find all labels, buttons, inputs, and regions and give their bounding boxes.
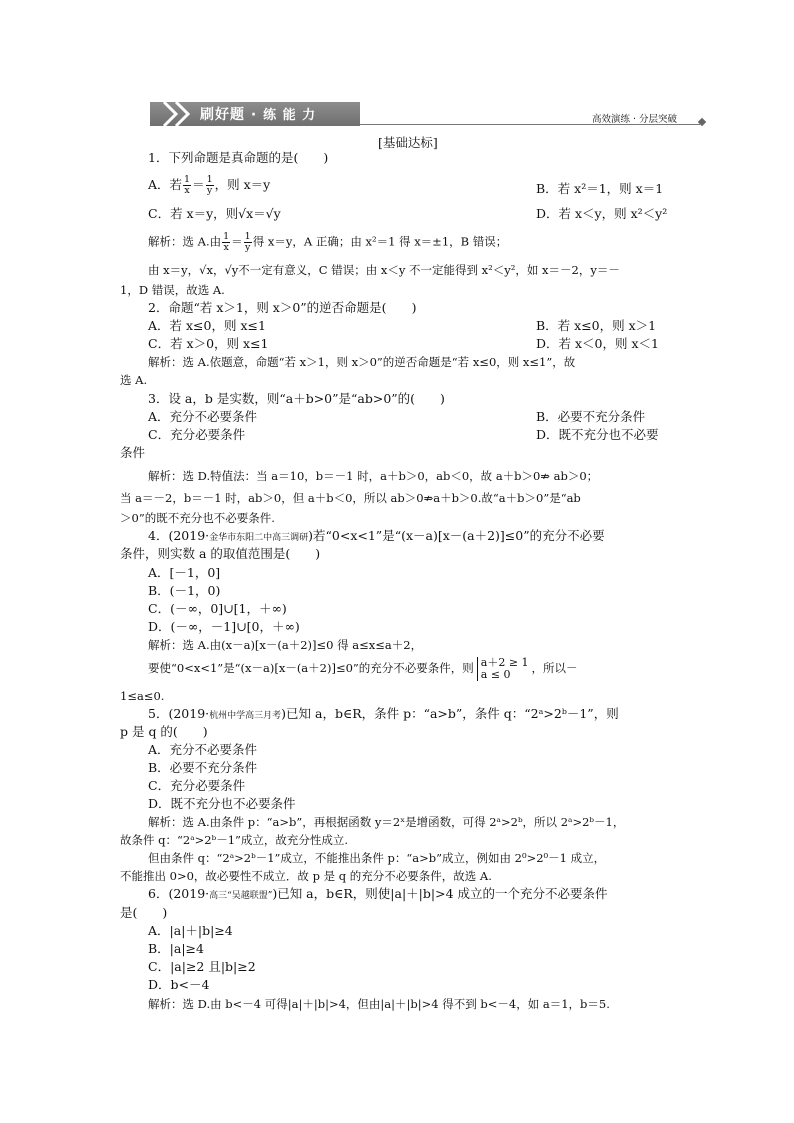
- q2-option-a: A．若 x≤0，则 x≤1: [148, 318, 266, 333]
- q3-option-c: C．充分必要条件: [148, 427, 246, 442]
- q1-option-c: C．若 x＝y，则√x＝√y: [148, 206, 281, 221]
- q5-option-d: D．既不充分也不必要条件: [148, 796, 296, 811]
- q2-option-c: C．若 x＞0，则 x≤1: [148, 336, 269, 351]
- q3-option-b: B．必要不充分条件: [536, 409, 646, 424]
- q3-solution-1: 解析：选 D.特值法：当 a＝10，b＝－1 时，a＋b＞0，ab＜0，故 a＋b＞0⇏ ab＞0；: [148, 469, 599, 483]
- q5-solution-4: 不能推出 0>0，故必要性不成立．故 p 是 q 的充分不必要条件，故选 A.: [120, 869, 492, 883]
- q1-solution-2: 由 x＝y，√x，√y不一定有意义，C 错误；由 x＜y 不一定能得到 x²＜y²，如 x＝－2，y＝－: [148, 263, 620, 277]
- q3-solution-3: ＞0”的既不充分也不必要条件.: [120, 511, 275, 525]
- header-tagline: 高效演练 · 分层突破: [592, 114, 678, 125]
- question-5-cont: p 是 q 的( ): [120, 724, 208, 739]
- question-6-cont: 是( ): [120, 905, 168, 920]
- q6-option-a: A．|a|＋|b|≥4: [148, 923, 233, 938]
- q5-option-b: B．必要不充分条件: [148, 760, 258, 775]
- q4-solution-2: 要使“0<x<1”是“(x－a)[x－(a＋2)]≤0”的充分不必要条件，则 a＋2 ≥ 1 a ≤ 0 ，所以－: [148, 656, 578, 681]
- q1-solution-1: 解析：选 A.由 $\frac{1}{x}$ ＝ $\frac{1}{y}$ 得 x＝y，A 正确；由 x²＝1 得 x＝±1，B 错误；: [148, 231, 508, 253]
- question-1: 1．下列命题是真命题的是( ): [148, 150, 329, 165]
- banner-title: 刷好题 · 练 能 力: [200, 107, 317, 123]
- question-6: 6．(2019·高三“吴越联盟”)已知 a，b∈R，则使|a|＋|b|>4 成立的一个充分不必要条件: [148, 886, 608, 901]
- q2-solution-2: 选 A.: [120, 373, 148, 387]
- section-title: [基础达标]: [378, 135, 438, 150]
- q4-option-b: B．(－1，0): [148, 583, 221, 598]
- q5-option-c: C．充分必要条件: [148, 778, 246, 793]
- q6-solution-1: 解析：选 D.由 b<－4 可得|a|＋|b|>4，但由|a|＋|b|>4 得不到 b<－4，如 a＝1，b＝5.: [148, 997, 610, 1011]
- q3-option-a: A．充分不必要条件: [148, 409, 258, 424]
- q4-option-a: A．[－1，0]: [148, 565, 221, 580]
- q4-option-c: C．(－∞，0]∪[1，＋∞): [148, 601, 287, 616]
- q5-solution-1: 解析：选 A.由条件 p：“a>b”，再根据函数 y＝2ˣ是增函数，可得 2ᵃ>2ᵇ，所以 2ᵃ>2ᵇ－1，: [148, 815, 625, 829]
- q3-option-d-cont: 条件: [120, 445, 146, 460]
- question-5: 5．(2019·杭州中学高三月考)已知 a，b∈R，条件 p：“a>b”，条件 q：“2ᵃ>2ᵇ－1”，则: [148, 706, 619, 721]
- q5-solution-2: 故条件 q：“2ᵃ>2ᵇ－1”成立，故充分性成立.: [120, 833, 349, 847]
- question-3: 3．设 a，b 是实数，则“a＋b>0”是“ab>0”的( ): [148, 391, 445, 406]
- q4-option-d: D．(－∞，－1]∪[0，＋∞): [148, 619, 300, 634]
- q4-solution-1: 解析：选 A.由(x－a)[x－(a＋2)]≤0 得 a≤x≤a＋2，: [148, 638, 423, 652]
- q2-solution-1: 解析：选 A.依题意，命题“若 x＞1，则 x＞0”的逆否命题是“若 x≤0，则 x≤1”，故: [148, 355, 576, 369]
- q6-option-b: B．|a|≥4: [148, 941, 204, 956]
- q2-option-b: B．若 x≤0，则 x＞1: [536, 318, 657, 333]
- q1-option-a: A．若 $\frac{1}{x}$ ＝ $\frac{1}{y}$ ，则 x＝y: [148, 174, 271, 196]
- q5-solution-3: 但由条件 q：“2ᵃ>2ᵇ－1”成立，不能推出条件 p：“a>b”成立，例如由 2⁰>2⁰－1 成立，: [148, 851, 606, 865]
- question-4: 4．(2019·金华市东阳二中高三调研)若“0<x<1”是“(x－a)[x－(a＋2)]≤0”的充分不必要: [148, 528, 605, 543]
- q2-option-d: D．若 x＜0，则 x＜1: [536, 336, 659, 351]
- q3-solution-2: 当 a＝－2，b＝－1 时，ab＞0，但 a＋b＜0，所以 ab＞0⇏a＋b＞0.故“a＋b＞0”是“ab: [120, 491, 581, 505]
- q3-option-d: D．既不充分也不必要: [536, 427, 659, 442]
- q6-option-d: D．b<－4: [148, 977, 210, 992]
- q6-option-c: C．|a|≥2 且|b|≥2: [148, 959, 256, 974]
- q5-option-a: A．充分不必要条件: [148, 742, 258, 757]
- q1-solution-3: 1，D 错误，故选 A.: [120, 283, 225, 297]
- q1-option-d: D．若 x＜y，则 x²＜y²: [536, 206, 668, 221]
- question-4-cont: 条件，则实数 a 的取值范围是( ): [120, 546, 321, 561]
- chevron-double-icon: [160, 100, 200, 128]
- question-2: 2．命题“若 x＞1，则 x＞0”的逆否命题是( ): [148, 300, 417, 315]
- q1-option-b: B．若 x²＝1，则 x＝1: [536, 181, 664, 196]
- q4-solution-3: 1≤a≤0.: [120, 689, 165, 703]
